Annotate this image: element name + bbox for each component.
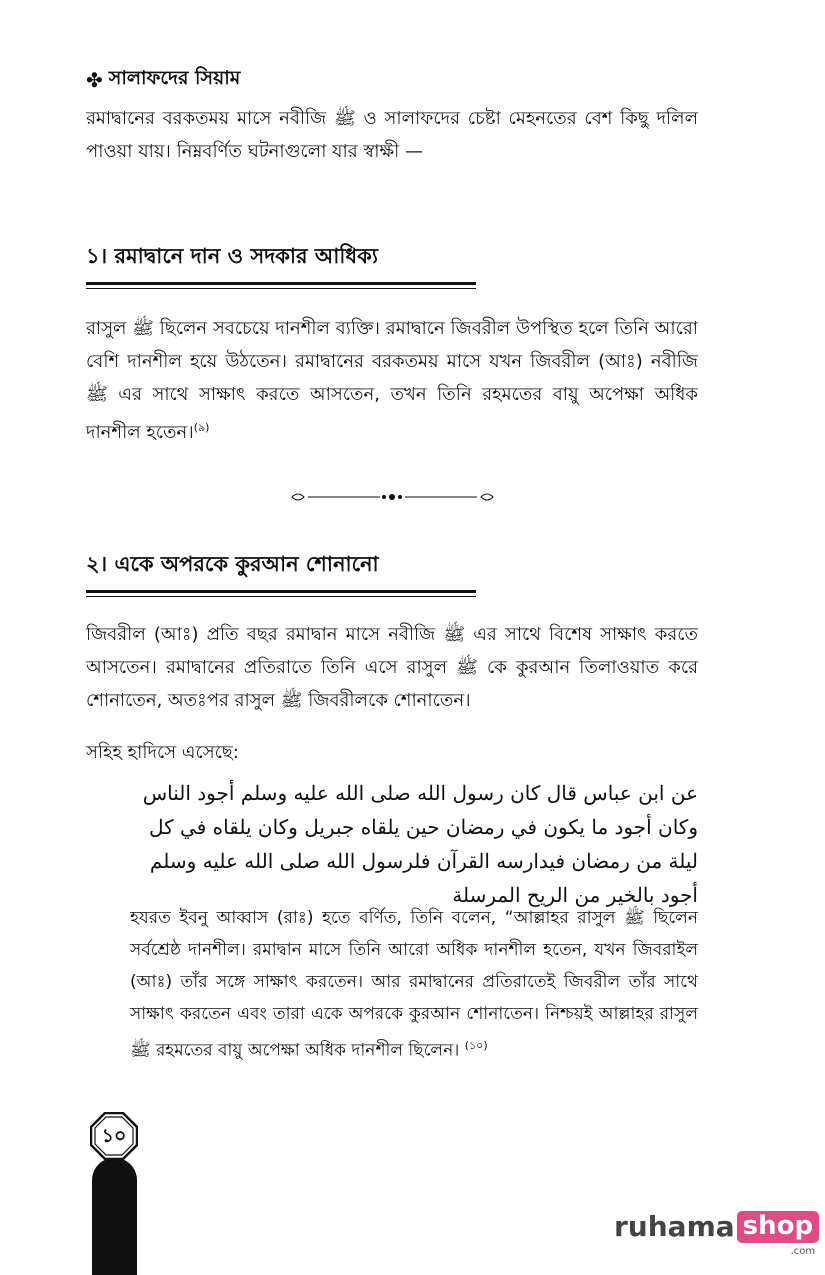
logo-text-shop: shop — [742, 1211, 814, 1241]
footnote-ref-10: (১০) — [464, 1039, 488, 1052]
chapter-title: সালাফদের সিয়াম — [108, 67, 241, 89]
section1-title: ১। রমাদ্বানে দান ও সদকার আধিক্য — [86, 244, 378, 268]
ornamental-divider-icon — [290, 488, 495, 506]
logo-text-ruhama: ruhama — [614, 1210, 735, 1243]
page-number: ১০ — [101, 1125, 127, 1147]
section1-rule — [86, 282, 476, 289]
arabic-hadith: عن ابن عباس قال كان رسول الله صلى الله عليه وسلم أجود الناس وكان أجود ما يكون في رمضان حين يلقاه جبريل وكان يلقاه في كل ليلة من رمضان فيدارسه القرآن فلرسول الله صلى الله عليه وسلم أجود بالخير من الريح المرسلة — [142, 781, 698, 907]
intro-paragraph: রমাদ্বানের বরকতময় মাসে নবীজি ﷺ ও সালাফদের চেষ্টা মেহনতের বেশ কিছু দলিল পাওয়া যায়। নিম্নবর্ণিত ঘটনাগুলো যার স্বাক্ষী — — [86, 108, 698, 162]
ruhamashop-logo — [614, 1210, 819, 1257]
footnote-ref-9: (৯) — [193, 421, 210, 434]
section1-paragraph — [86, 312, 698, 449]
chapter-header — [86, 64, 240, 96]
page-number-pillar — [92, 1158, 137, 1275]
hadith-translation-paragraph — [130, 902, 698, 1067]
flower-ornament-icon: ✤ — [86, 68, 103, 92]
hadith-translation: হযরত ইবনু আব্বাস (রাঃ) হতে বর্ণিত, তিনি বলেন, “আল্লাহর রাসুল ﷺ ছিলেন সর্বশ্রেষ্ঠ দানশীল। রমাদ্বান মাসে তিনি আরো অধিক দানশীল হতেন, যখন জিবরাইল (আঃ) তাঁর সঙ্গে সাক্ষাৎ করতেন। আর রমাদ্বানের প্রতিরাতেই জিবরীল তাঁর সাথে সাক্ষাৎ করতেন এবং তারা একে অপরকে কুরআন শোনাতেন। নিশ্চয়ই আল্লাহর রাসুল ﷺ রহমতের বায়ু অপেক্ষা অধিক দানশীল ছিলেন। — [130, 908, 698, 1061]
section2-paragraph: জিবরীল (আঃ) প্রতি বছর রমাদ্বান মাসে নবীজি ﷺ এর সাথে বিশেষ সাক্ষাৎ করতে আসতেন। রমাদ্বানের প্রতিরাতে তিনি এসে রাসুল ﷺ কে কুরআন তিলাওয়াত করে শোনাতেন, অতঃপর রাসুল ﷺ জিবরীলকে শোনাতেন। — [86, 624, 698, 711]
hadith-intro: সহিহ হাদিসে এসেছে: — [86, 742, 239, 763]
section1-body: রাসুল ﷺ ছিলেন সবচেয়ে দানশীল ব্যক্তি। রমাদ্বানে জিবরীল উপস্থিত হলে তিনি আরো বেশি দানশীল হয়ে উঠতেন। রমাদ্বানের বরকতময় মাসে যখন জিবরীল (আঃ) নবীজি ﷺ এর সাথে সাক্ষাৎ করতে আসতেন, তখন তিনি রহমতের বায়ু অপেক্ষা অধিক দানশীল হতেন। — [86, 318, 698, 443]
logo-text-dotcom: .com — [790, 1246, 816, 1257]
section2-title: ২। একে অপরকে কুরআন শোনানো — [86, 552, 379, 576]
logo-shop-box — [737, 1211, 819, 1257]
page-number-badge — [90, 1112, 138, 1160]
section2-rule — [86, 590, 476, 597]
